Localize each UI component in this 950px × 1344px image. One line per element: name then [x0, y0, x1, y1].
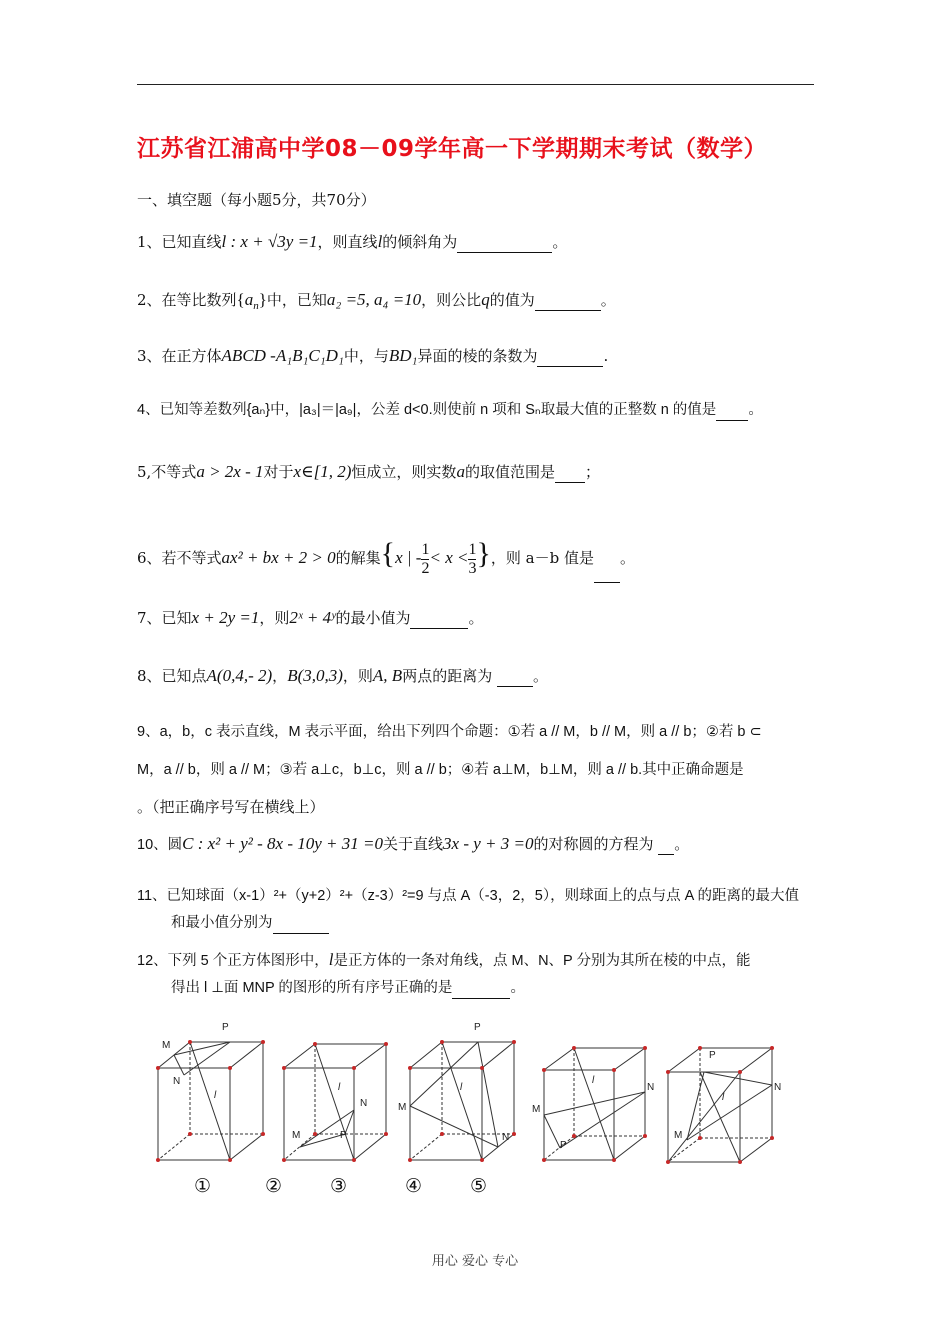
fig3-label-P: P: [474, 1022, 481, 1033]
question-4: 4、已知等差数列{aₙ}中，|a₃|＝|a₉|，公差 d<0.则使前 n 项和 Sₙ取最大值的正整数 n 的值是 。: [137, 400, 763, 421]
fig5-label-P: P: [709, 1050, 716, 1061]
fig5-label-l: l: [722, 1092, 725, 1103]
question-5: 5,不等式a > 2x - 1对于x∈[1, 2)恒成立，则实数a的取值范围是 ；: [137, 462, 600, 481]
fig4-label-l: l: [592, 1075, 595, 1086]
cube-figure-3: [410, 1042, 514, 1160]
figure-label-3: ③: [330, 1175, 348, 1197]
figure-label-1: ①: [194, 1175, 212, 1197]
fig2-label-l: l: [338, 1082, 341, 1093]
fig4-label-N: N: [647, 1082, 655, 1093]
question-2: 2、在等比数列$\{a_n\}$中，已知a₂ =5, a₄ =10，则公比q的值为 。: [137, 290, 616, 312]
fig4-label-P: P: [560, 1140, 567, 1151]
question-11-line-2: 和最小值分别为: [171, 913, 329, 934]
fraction-half: $\frac{1}{2}$: [421, 540, 430, 577]
fig3-label-l: l: [460, 1082, 463, 1093]
page-footer: 用心 爱心 专心: [431, 1254, 519, 1269]
fig2-label-M: M: [292, 1130, 301, 1141]
question-9-line-1: 9、a，b，c 表示直线，M 表示平面，给出下列四个命题：①若 a // M，b // M，则 a // b；②若 b ⊂: [137, 724, 762, 740]
question-9-line-2: M，a // b，则 a // M；③若 a⊥c，b⊥c，则 a // b；④若 a⊥M，b⊥M，则 a // b.其中正确命题是: [137, 762, 744, 778]
fig2-label-N: N: [360, 1098, 368, 1109]
fig3-label-N: N: [502, 1132, 510, 1143]
cube-figure-1: [158, 1042, 263, 1160]
cube-figure-5: [668, 1048, 772, 1162]
question-10: 10、圆C : x² + y² - 8x - 10y + 31 =0关于直线3x - y + 3 =0的对称圆的方程为 。: [137, 834, 690, 853]
fig2-label-P: P: [340, 1130, 347, 1141]
question-8: 8、已知点A(0,4,- 2)，B(3,0,3)，则A, B两点的距离为 。: [137, 666, 549, 685]
cube-figure-2: [284, 1044, 386, 1160]
fraction-third: $\frac{1}{3}$: [468, 540, 477, 577]
fig1-label-P: P: [222, 1022, 229, 1033]
question-7: 7、已知x + 2y =1，则2ˣ + 4ʸ的最小值为 。: [137, 608, 484, 627]
question-12-line-2: 得出 l ⊥面 MNP 的图形的所有序号正确的是 。: [171, 978, 525, 999]
fig1-label-l: l: [214, 1090, 217, 1101]
fig1-label-M: M: [162, 1040, 171, 1051]
fig5-label-N: N: [774, 1082, 782, 1093]
question-11-line-1: 11、已知球面（x-1）²+（y+2）²+（z-3）²=9 与点 A（-3，2，5），则球面上的点与点 A 的距离的最大值: [137, 888, 799, 904]
fig5-label-M: M: [674, 1130, 683, 1141]
question-3: 3、在正方体ABCD -A₁B₁C₁D₁中，与BD₁异面的棱的条数为 .: [137, 346, 609, 365]
page-title: 江苏省江浦高中学08－09学年高一下学期期末考试（数学）: [137, 136, 768, 162]
question-1: 1、已知直线l : x + √3y =1，则直线l的倾斜角为 。: [137, 232, 568, 251]
question-6: 6、若不等式ax² + bx + 2 > 0的解集{x | - $\frac{1}{2}$ < x < $\frac{1}{3}$ }，则 a－b 值是 。: [137, 530, 635, 583]
fig4-label-M: M: [532, 1104, 541, 1115]
section-heading: 一、填空题（每小题5分，共70分）: [137, 191, 376, 209]
question-9-line-3: 。（把正确序号写在横线上）: [137, 798, 325, 816]
fig1-label-N: N: [173, 1076, 181, 1087]
figure-label-4: ④: [405, 1175, 423, 1197]
figure-label-5: ⑤: [470, 1175, 488, 1197]
question-12-line-1: 12、下列 5 个正方体图形中，l是正方体的一条对角线，点 M、N、P 分别为其所在棱的中点，能: [137, 950, 751, 969]
figure-label-2: ②: [265, 1175, 283, 1197]
fig3-label-M: M: [398, 1102, 407, 1113]
